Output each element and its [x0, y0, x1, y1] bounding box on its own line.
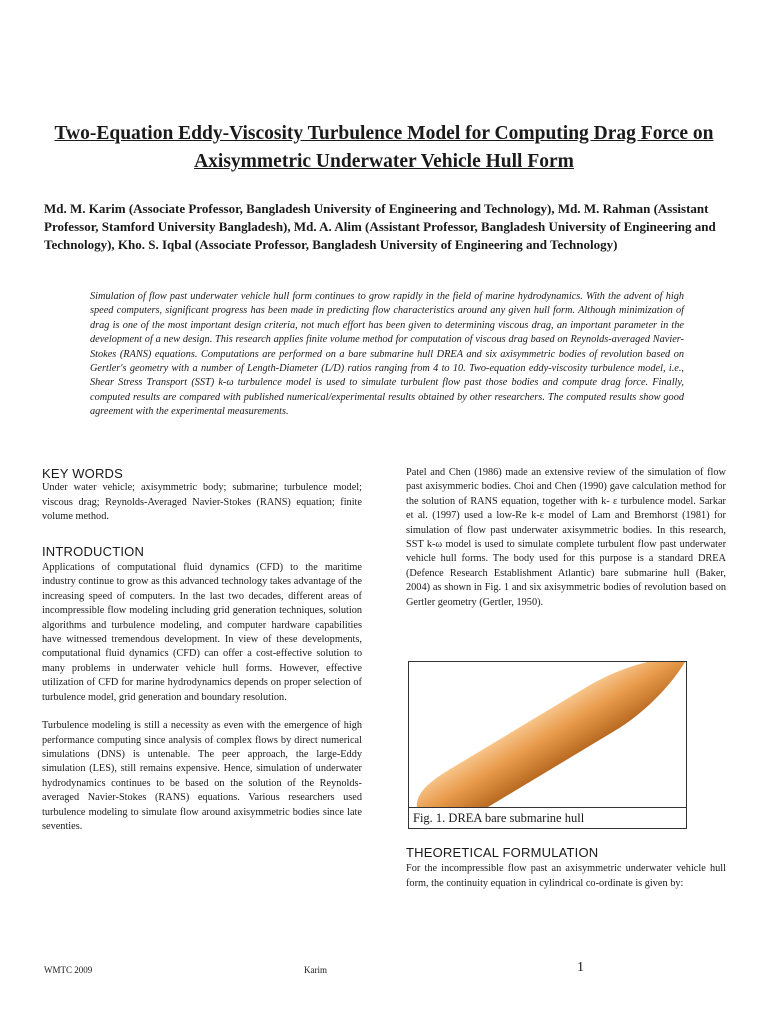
theory-section: [406, 846, 726, 891]
introduction-heading: INTRODUCTION: [42, 543, 145, 559]
paper-title: Two-Equation Eddy-Viscosity Turbulence Model for Computing Drag Force on Axisymmetric Underwater Vehicle Hull Form: [54, 123, 714, 172]
page-number: 1: [577, 960, 584, 975]
theory-heading: THEORETICAL FORMULATION: [406, 845, 599, 860]
abstract: Simulation of flow past underwater vehicle hull form continues to grow rapidly in the field of marine hydrodynamics. With the advent of high speed computers, significant progress has been made in predicting flow characteristics around any given hull form. Although minimization of drag is one of the most important design criteria, not much effort has been given to determining viscous drag, an important parameter in the development of a new design. This research applies finite volume method for computation of viscous drag based on Reynolds-averaged Navier-Stokes (RANS) equations. Computations are performed on a bare submarine hull DREA and six axisymmetric bodies of revolution based on Gertler's geometry with a number of Length-Diameter (L/D) ratios ranging from 4 to 10. Two-equation eddy-viscosity turbulence model, i.e., Shear Stress Transport (SST) k-ω turbulence model is used to simulate turbulent flow past those bodies and compute drag force. Finally, computed results are compared with published numerical/experimental results obtained by other researchers. The computed results show good agreement with the experimental measurements.: [90, 291, 684, 418]
theory-text: For the incompressible flow past an axisymmetric underwater vehicle hull form, the continuity equation in cylindrical co-ordinate is given by:: [406, 863, 726, 889]
introduction-paragraph-2: Turbulence modeling is still a necessity as even with the emergence of high performance computing since analysis of complex flows by direct numerical simulations (DNS) is untenable. The peer approach, the large-Eddy simulation (LES), still remains expensive. Hence, simulation of underwater hydrodynamics continues to be based on the solution of the Reynolds-averaged Navier-Stokes (RANS) equations. Various researchers used turbulence modeling to simulate flow around axisymmetric bodies since late seventies.: [42, 720, 362, 832]
left-column: [42, 467, 362, 834]
keywords-text: Under water vehicle; axisymmetric body; submarine; turbulence model; viscous drag; Reynolds-Averaged Navier-Stokes (RANS) equation; finite volume method.: [42, 482, 362, 523]
introduction-paragraph-1: Applications of computational fluid dynamics (CFD) to the maritime industry continue to grow as this advanced technology takes advantage of the increasing speed of computers. In the last two decades, different areas of incompressible flow modeling including grid generation techniques, solution algorithms and turbulence modeling, and computer hardware capabilities have witnessed tremendous development. In view of these developments, computational fluid dynamics (CFD) can offer a cost-effective solution to many problems in underwater vehicle hull forms. However, effective utilization of CFD for marine hydrodynamics depends on proper selection of turbulence model, grid generation and boundary resolution.: [42, 562, 362, 703]
figure-caption: Fig. 1. DREA bare submarine hull: [409, 807, 686, 828]
figure-1: [408, 661, 687, 829]
footer-author: Karim: [304, 965, 327, 975]
submarine-hull-body: [409, 662, 686, 808]
literature-paragraph: Patel and Chen (1986) made an extensive review of the simulation of flow past axisymmeric bodies. Choi and Chen (1990) gave calculation method for the solution of RANS equation, together with k- ε turbulence model. Sarkar et al. (1997) used a low-Re k-ε model of Lam and Bremhorst (1981) for simulation of flow past underwater axisymmetric bodies. In this research, SST k-ω model is used to simulate complete turbulent flow past underwater vehicle hull forms. The body used for this purpose is a standard DREA (Defence Research Establishment Atlantic) bare submarine hull (Baker, 2004) as shown in Fig. 1 and six axisymmetric bodies of revolution based on Gertler geometry (Gertler, 1950).: [406, 467, 726, 608]
footer-conference: WMTC 2009: [44, 965, 93, 975]
author-list: Md. M. Karim (Associate Professor, Bangladesh University of Engineering and Technology), Md. M. Rahman (Assistant Professor, Stamford University Bangladesh), Md. A. Alim (Assistant Professor, Bangladesh University of Engineering and Technology), Kho. S. Iqbal (Associate Professor, Bangladesh University of Engineering and Technology): [44, 201, 716, 252]
right-column: [406, 466, 726, 610]
keywords-heading: KEY WORDS: [42, 466, 124, 481]
submarine-hull-illustration: [409, 662, 686, 808]
